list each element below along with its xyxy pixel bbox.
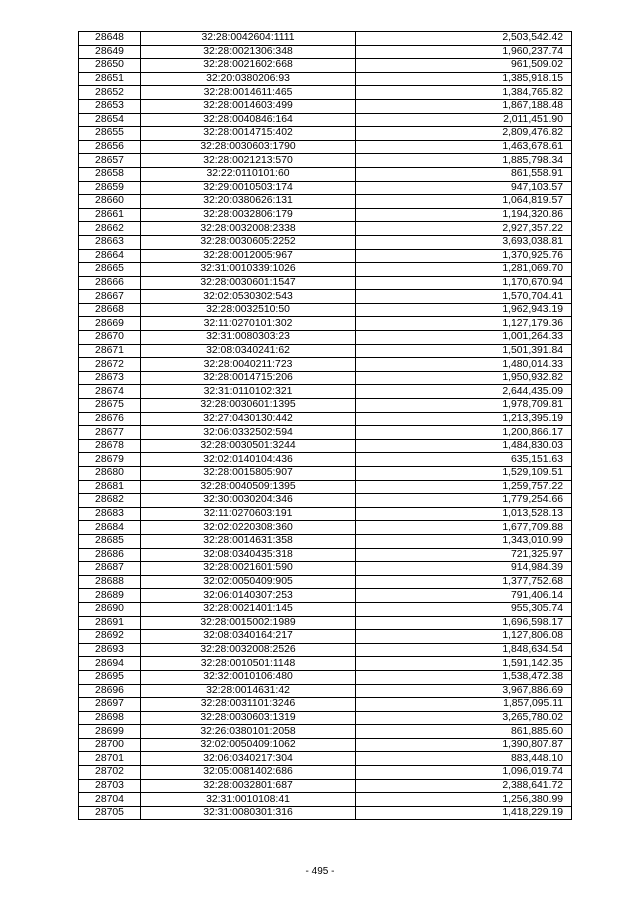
row-number-cell: 28656 xyxy=(79,140,141,154)
cadastral-number-cell: 32:28:0030601:1395 xyxy=(141,399,356,413)
row-number-cell: 28698 xyxy=(79,711,141,725)
table-row xyxy=(79,399,572,413)
table-row xyxy=(79,521,572,535)
table-row xyxy=(79,331,572,345)
cadastral-number-cell: 32:28:0015002:1989 xyxy=(141,616,356,630)
cadastral-number-cell: 32:31:0010339:1026 xyxy=(141,263,356,277)
table-row xyxy=(79,766,572,780)
cadastral-number-cell: 32:31:0010108:41 xyxy=(141,793,356,807)
cadastral-number-cell: 32:27:0430130:442 xyxy=(141,412,356,426)
row-number-cell: 28673 xyxy=(79,371,141,385)
table-row xyxy=(79,290,572,304)
cadastral-number-cell: 32:02:0050409:905 xyxy=(141,575,356,589)
cadastral-number-cell: 32:08:0340435:318 xyxy=(141,548,356,562)
row-number-cell: 28652 xyxy=(79,86,141,100)
table-row xyxy=(79,276,572,290)
value-cell: 1,867,188.48 xyxy=(356,99,572,113)
table-row xyxy=(79,195,572,209)
row-number-cell: 28695 xyxy=(79,670,141,684)
row-number-cell: 28662 xyxy=(79,222,141,236)
value-cell: 1,343,010.99 xyxy=(356,534,572,548)
cadastral-number-cell: 32:28:0031101:3246 xyxy=(141,698,356,712)
row-number-cell: 28688 xyxy=(79,575,141,589)
row-number-cell: 28687 xyxy=(79,562,141,576)
row-number-cell: 28696 xyxy=(79,684,141,698)
value-cell: 1,885,798.34 xyxy=(356,154,572,168)
cadastral-number-cell: 32:08:0340164:217 xyxy=(141,630,356,644)
cadastral-number-cell: 32:28:0021601:590 xyxy=(141,562,356,576)
table-row xyxy=(79,643,572,657)
cadastral-number-cell: 32:28:0032806:179 xyxy=(141,208,356,222)
cadastral-number-cell: 32:02:0530302:543 xyxy=(141,290,356,304)
value-cell: 1,013,528.13 xyxy=(356,507,572,521)
cadastral-number-cell: 32:28:0040509:1395 xyxy=(141,480,356,494)
row-number-cell: 28671 xyxy=(79,344,141,358)
value-cell: 1,064,819.57 xyxy=(356,195,572,209)
row-number-cell: 28650 xyxy=(79,59,141,73)
value-cell: 791,406.14 xyxy=(356,589,572,603)
table-row xyxy=(79,698,572,712)
value-cell: 2,809,476.82 xyxy=(356,127,572,141)
table-row xyxy=(79,480,572,494)
cadastral-number-cell: 32:31:0110102:321 xyxy=(141,385,356,399)
row-number-cell: 28679 xyxy=(79,453,141,467)
cadastral-number-cell: 32:28:0015805:907 xyxy=(141,467,356,481)
value-cell: 1,463,678.61 xyxy=(356,140,572,154)
cadastral-number-cell: 32:28:0014715:206 xyxy=(141,371,356,385)
cadastral-number-cell: 32:22:0110101:60 xyxy=(141,167,356,181)
row-number-cell: 28692 xyxy=(79,630,141,644)
row-number-cell: 28697 xyxy=(79,698,141,712)
value-cell: 1,779,254.66 xyxy=(356,494,572,508)
value-cell: 3,265,780.02 xyxy=(356,711,572,725)
value-cell: 1,848,634.54 xyxy=(356,643,572,657)
row-number-cell: 28684 xyxy=(79,521,141,535)
table-row xyxy=(79,167,572,181)
value-cell: 721,325.97 xyxy=(356,548,572,562)
table-row xyxy=(79,562,572,576)
table-row xyxy=(79,711,572,725)
row-number-cell: 28689 xyxy=(79,589,141,603)
value-cell: 3,693,038.81 xyxy=(356,235,572,249)
value-cell: 947,103.57 xyxy=(356,181,572,195)
table-row xyxy=(79,439,572,453)
row-number-cell: 28674 xyxy=(79,385,141,399)
row-number-cell: 28669 xyxy=(79,317,141,331)
value-cell: 1,501,391.84 xyxy=(356,344,572,358)
table-row xyxy=(79,249,572,263)
row-number-cell: 28648 xyxy=(79,32,141,46)
row-number-cell: 28667 xyxy=(79,290,141,304)
cadastral-number-cell: 32:02:0050409:1062 xyxy=(141,738,356,752)
cadastral-number-cell: 32:28:0032008:2338 xyxy=(141,222,356,236)
cadastral-number-cell: 32:28:0032801:687 xyxy=(141,779,356,793)
table-row xyxy=(79,86,572,100)
row-number-cell: 28672 xyxy=(79,358,141,372)
table-row xyxy=(79,235,572,249)
row-number-cell: 28668 xyxy=(79,303,141,317)
value-cell: 1,001,264.33 xyxy=(356,331,572,345)
value-cell: 1,390,807.87 xyxy=(356,738,572,752)
row-number-cell: 28670 xyxy=(79,331,141,345)
value-cell: 1,484,830.03 xyxy=(356,439,572,453)
cadastral-number-cell: 32:05:0081402:686 xyxy=(141,766,356,780)
table-row xyxy=(79,548,572,562)
cadastral-number-cell: 32:28:0021213:570 xyxy=(141,154,356,168)
table-row xyxy=(79,59,572,73)
value-cell: 1,480,014.33 xyxy=(356,358,572,372)
cadastral-number-cell: 32:11:0270603:191 xyxy=(141,507,356,521)
table-row xyxy=(79,589,572,603)
row-number-cell: 28651 xyxy=(79,72,141,86)
page-number: - 495 - xyxy=(305,866,335,877)
table-row xyxy=(79,72,572,86)
table-row xyxy=(79,154,572,168)
cadastral-number-cell: 32:28:0030501:3244 xyxy=(141,439,356,453)
row-number-cell: 28681 xyxy=(79,480,141,494)
table-row xyxy=(79,222,572,236)
value-cell: 1,377,752.68 xyxy=(356,575,572,589)
value-cell: 2,011,451.90 xyxy=(356,113,572,127)
table-row xyxy=(79,507,572,521)
cadastral-number-cell: 32:28:0032510:50 xyxy=(141,303,356,317)
table-row xyxy=(79,779,572,793)
row-number-cell: 28678 xyxy=(79,439,141,453)
row-number-cell: 28665 xyxy=(79,263,141,277)
cadastral-number-cell: 32:31:0080303:23 xyxy=(141,331,356,345)
value-cell: 2,503,542.42 xyxy=(356,32,572,46)
table-row xyxy=(79,616,572,630)
cadastral-number-cell: 32:29:0010503:174 xyxy=(141,181,356,195)
cadastral-number-cell: 32:28:0014603:499 xyxy=(141,99,356,113)
cadastral-number-cell: 32:08:0340241:62 xyxy=(141,344,356,358)
table-row xyxy=(79,534,572,548)
value-cell: 1,978,709.81 xyxy=(356,399,572,413)
value-cell: 3,967,886.69 xyxy=(356,684,572,698)
row-number-cell: 28704 xyxy=(79,793,141,807)
value-cell: 883,448.10 xyxy=(356,752,572,766)
cadastral-number-cell: 32:28:0030603:1319 xyxy=(141,711,356,725)
cadastral-number-cell: 32:20:0380626:131 xyxy=(141,195,356,209)
value-cell: 1,960,237.74 xyxy=(356,45,572,59)
table-row xyxy=(79,140,572,154)
table-row xyxy=(79,358,572,372)
value-cell: 1,418,229.19 xyxy=(356,806,572,820)
value-cell: 1,194,320.86 xyxy=(356,208,572,222)
table-row xyxy=(79,181,572,195)
row-number-cell: 28685 xyxy=(79,534,141,548)
row-number-cell: 28655 xyxy=(79,127,141,141)
row-number-cell: 28658 xyxy=(79,167,141,181)
row-number-cell: 28703 xyxy=(79,779,141,793)
value-cell: 1,857,095.11 xyxy=(356,698,572,712)
row-number-cell: 28657 xyxy=(79,154,141,168)
table-row xyxy=(79,263,572,277)
value-cell: 1,096,019.74 xyxy=(356,766,572,780)
cadastral-number-cell: 32:28:0010501:1148 xyxy=(141,657,356,671)
value-cell: 1,127,806.08 xyxy=(356,630,572,644)
row-number-cell: 28690 xyxy=(79,602,141,616)
value-cell: 1,591,142.35 xyxy=(356,657,572,671)
value-cell: 1,385,918.15 xyxy=(356,72,572,86)
row-number-cell: 28660 xyxy=(79,195,141,209)
row-number-cell: 28705 xyxy=(79,806,141,820)
row-number-cell: 28701 xyxy=(79,752,141,766)
cadastral-number-cell: 32:02:0140104:436 xyxy=(141,453,356,467)
cadastral-number-cell: 32:28:0030601:1547 xyxy=(141,276,356,290)
cadastral-number-cell: 32:28:0014631:358 xyxy=(141,534,356,548)
value-cell: 861,885.60 xyxy=(356,725,572,739)
value-cell: 1,538,472.38 xyxy=(356,670,572,684)
table-row xyxy=(79,208,572,222)
table-row xyxy=(79,684,572,698)
row-number-cell: 28686 xyxy=(79,548,141,562)
value-cell: 1,529,109.51 xyxy=(356,467,572,481)
cadastral-number-cell: 32:28:0021602:668 xyxy=(141,59,356,73)
table-row xyxy=(79,670,572,684)
cadastral-number-cell: 32:28:0014631:42 xyxy=(141,684,356,698)
cadastral-number-cell: 32:28:0021306:348 xyxy=(141,45,356,59)
table-row xyxy=(79,45,572,59)
cadastral-number-cell: 32:11:0270101:302 xyxy=(141,317,356,331)
table-row xyxy=(79,127,572,141)
cadastral-number-cell: 32:28:0021401:145 xyxy=(141,602,356,616)
value-cell: 2,388,641.72 xyxy=(356,779,572,793)
cadastral-number-cell: 32:28:0012005:967 xyxy=(141,249,356,263)
value-cell: 1,170,670.94 xyxy=(356,276,572,290)
row-number-cell: 28676 xyxy=(79,412,141,426)
value-cell: 2,927,357.22 xyxy=(356,222,572,236)
cadastral-number-cell: 32:28:0014611:465 xyxy=(141,86,356,100)
cadastral-number-cell: 32:06:0140307:253 xyxy=(141,589,356,603)
table-row xyxy=(79,426,572,440)
value-cell: 961,509.02 xyxy=(356,59,572,73)
row-number-cell: 28661 xyxy=(79,208,141,222)
cadastral-number-cell: 32:28:0040846:164 xyxy=(141,113,356,127)
cadastral-number-cell: 32:31:0080301:316 xyxy=(141,806,356,820)
value-cell: 1,281,069.70 xyxy=(356,263,572,277)
table-row xyxy=(79,412,572,426)
cadastral-number-cell: 32:28:0042604:1111 xyxy=(141,32,356,46)
value-cell: 1,570,704.41 xyxy=(356,290,572,304)
table-row xyxy=(79,317,572,331)
row-number-cell: 28682 xyxy=(79,494,141,508)
row-number-cell: 28663 xyxy=(79,235,141,249)
row-number-cell: 28677 xyxy=(79,426,141,440)
table-row xyxy=(79,494,572,508)
row-number-cell: 28675 xyxy=(79,399,141,413)
value-cell: 861,558.91 xyxy=(356,167,572,181)
value-cell: 1,127,179.36 xyxy=(356,317,572,331)
table-row xyxy=(79,725,572,739)
row-number-cell: 28699 xyxy=(79,725,141,739)
cadastral-number-cell: 32:02:0220308:360 xyxy=(141,521,356,535)
table-row xyxy=(79,344,572,358)
cadastral-number-cell: 32:20:0380206:93 xyxy=(141,72,356,86)
cadastral-number-cell: 32:06:0340217:304 xyxy=(141,752,356,766)
table-row xyxy=(79,630,572,644)
value-cell: 1,370,925.76 xyxy=(356,249,572,263)
value-cell: 1,696,598.17 xyxy=(356,616,572,630)
table-row xyxy=(79,32,572,46)
row-number-cell: 28702 xyxy=(79,766,141,780)
value-cell: 1,213,395.19 xyxy=(356,412,572,426)
row-number-cell: 28653 xyxy=(79,99,141,113)
table-row xyxy=(79,752,572,766)
cadastral-number-cell: 32:28:0032008:2526 xyxy=(141,643,356,657)
row-number-cell: 28693 xyxy=(79,643,141,657)
cadastral-number-cell: 32:06:0332502:594 xyxy=(141,426,356,440)
value-cell: 1,259,757.22 xyxy=(356,480,572,494)
table-row xyxy=(79,738,572,752)
table-row xyxy=(79,575,572,589)
row-number-cell: 28659 xyxy=(79,181,141,195)
records-table-body xyxy=(79,32,572,820)
value-cell: 1,677,709.88 xyxy=(356,521,572,535)
value-cell: 1,950,932.82 xyxy=(356,371,572,385)
value-cell: 1,962,943.19 xyxy=(356,303,572,317)
row-number-cell: 28691 xyxy=(79,616,141,630)
value-cell: 1,256,380.99 xyxy=(356,793,572,807)
value-cell: 2,644,435.09 xyxy=(356,385,572,399)
table-row xyxy=(79,113,572,127)
value-cell: 955,305.74 xyxy=(356,602,572,616)
cadastral-number-cell: 32:26:0380101:2058 xyxy=(141,725,356,739)
table-row xyxy=(79,385,572,399)
row-number-cell: 28654 xyxy=(79,113,141,127)
table-row xyxy=(79,453,572,467)
value-cell: 914,984.39 xyxy=(356,562,572,576)
cadastral-number-cell: 32:28:0030605:2252 xyxy=(141,235,356,249)
cadastral-number-cell: 32:28:0040211:723 xyxy=(141,358,356,372)
table-row xyxy=(79,793,572,807)
table-row xyxy=(79,303,572,317)
cadastral-number-cell: 32:32:0010106:480 xyxy=(141,670,356,684)
table-row xyxy=(79,467,572,481)
row-number-cell: 28694 xyxy=(79,657,141,671)
cadastral-number-cell: 32:30:0030204:346 xyxy=(141,494,356,508)
cadastral-number-cell: 32:28:0014715:402 xyxy=(141,127,356,141)
table-row xyxy=(79,657,572,671)
records-table xyxy=(78,31,572,820)
row-number-cell: 28666 xyxy=(79,276,141,290)
cadastral-number-cell: 32:28:0030603:1790 xyxy=(141,140,356,154)
row-number-cell: 28680 xyxy=(79,467,141,481)
table-row xyxy=(79,371,572,385)
table-row xyxy=(79,602,572,616)
table-row xyxy=(79,99,572,113)
value-cell: 1,200,866.17 xyxy=(356,426,572,440)
table-row xyxy=(79,806,572,820)
row-number-cell: 28664 xyxy=(79,249,141,263)
row-number-cell: 28700 xyxy=(79,738,141,752)
row-number-cell: 28649 xyxy=(79,45,141,59)
value-cell: 635,151.63 xyxy=(356,453,572,467)
value-cell: 1,384,765.82 xyxy=(356,86,572,100)
row-number-cell: 28683 xyxy=(79,507,141,521)
